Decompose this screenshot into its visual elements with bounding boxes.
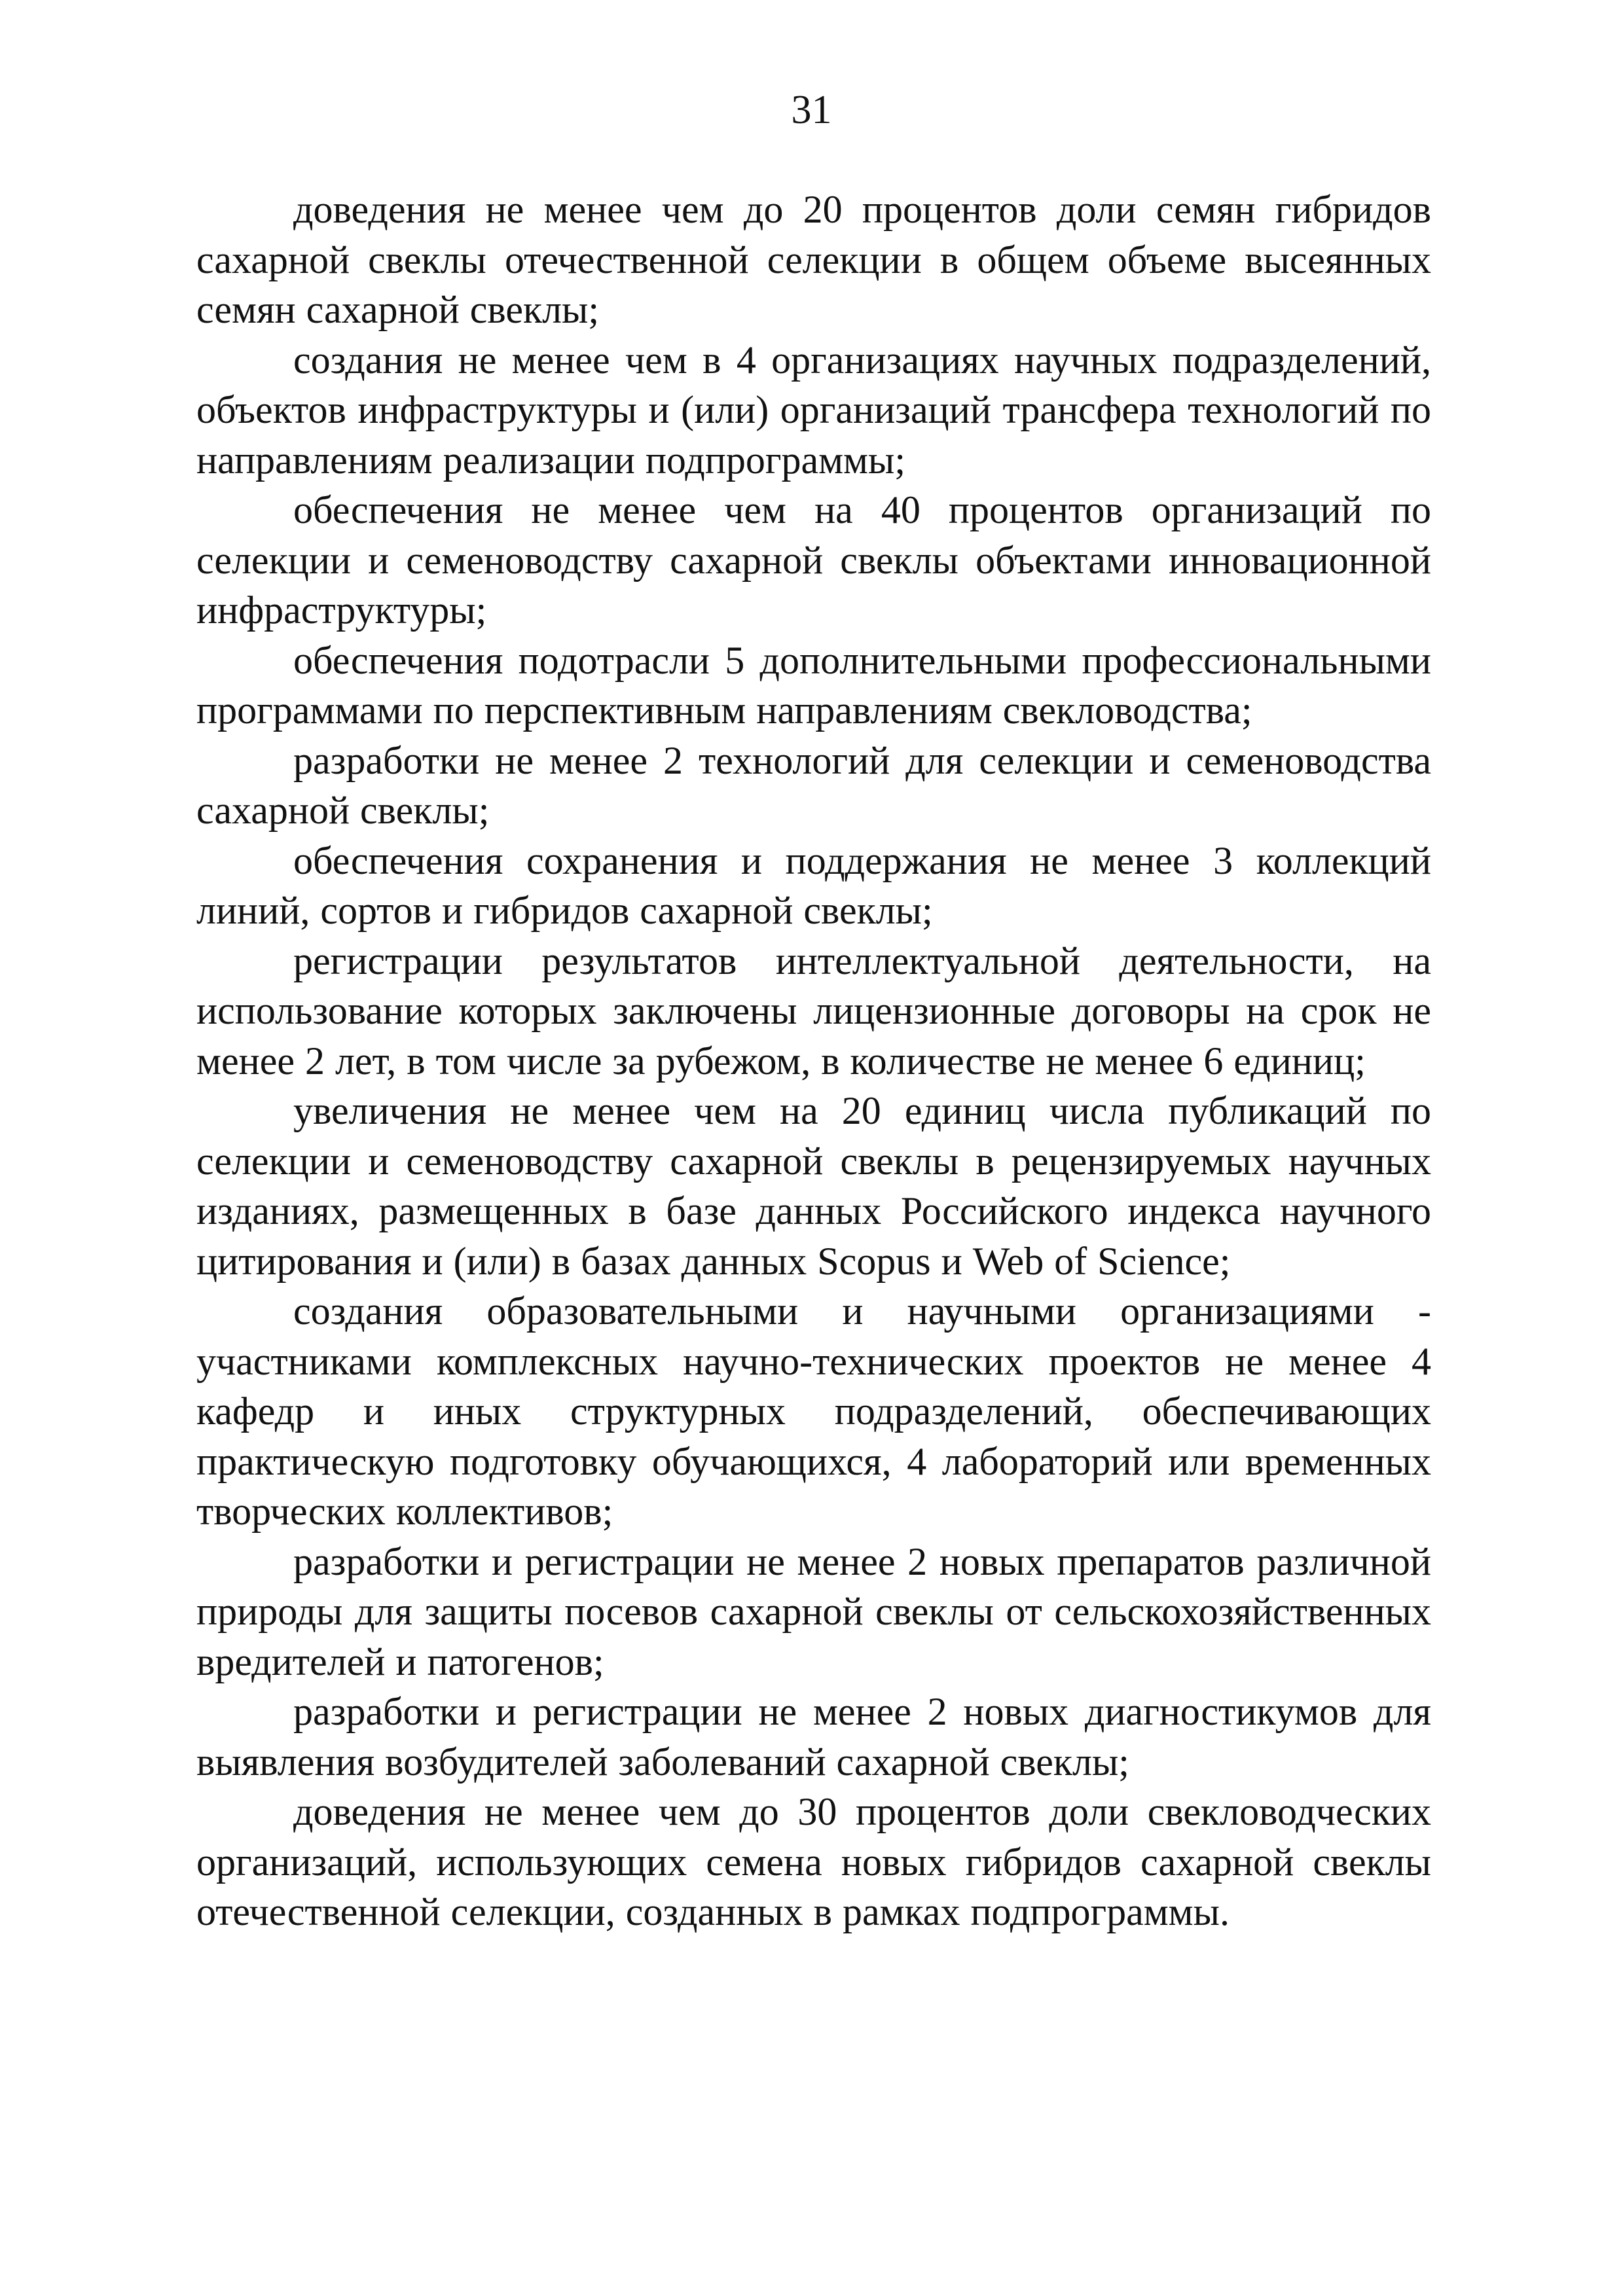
list-item: разработки и регистрации не менее 2 новых диагностикумов для выявления возбудителей заболеваний сахарной свеклы; (196, 1690, 1431, 1784)
list-item: создания образовательными и научными организациями - участниками комплексных научно-технических проектов не менее 4 кафедр и иных структурных подразделений, обеспечивающих практическую подготовку обучающихся, 4 лабораторий или временных творческих коллективов; (196, 1289, 1431, 1533)
list-item: обеспечения сохранения и поддержания не менее 3 коллекций линий, сортов и гибридов сахарной свеклы; (196, 838, 1431, 932)
list-item: обеспечения не менее чем на 40 процентов организаций по селекции и семеноводству сахарной свеклы объектами инновационной инфраструктуры; (196, 488, 1431, 632)
list-item: создания не менее чем в 4 организациях научных подразделений, объектов инфраструктуры и (или) организаций трансфера технологий по направлениям реализации подпрограммы; (196, 338, 1431, 482)
list-item: разработки не менее 2 технологий для селекции и семеноводства сахарной свеклы; (196, 738, 1431, 832)
list-item: доведения не менее чем до 30 процентов доли свекловодческих организаций, использующих семена новых гибридов сахарной свеклы отечественной селекции, созданных в рамках подпрограммы. (196, 1790, 1431, 1933)
list-item: обеспечения подотрасли 5 дополнительными профессиональными программами по перспективным направлениям свекловодства; (196, 638, 1431, 732)
list-item: увеличения не менее чем на 20 единиц числа публикаций по селекции и семеноводству сахарной свеклы в рецензируемых научных изданиях, размещенных в базе данных Российского индекса научного цитирования и (или) в базах данных Scopus и Web of Science; (196, 1089, 1431, 1283)
list-item: доведения не менее чем до 20 процентов доли семян гибридов сахарной свеклы отечественной селекции в общем объеме высеянных семян сахарной свеклы; (196, 188, 1431, 331)
list-item: разработки и регистрации не менее 2 новых препаратов различной природы для защиты посевов сахарной свеклы от сельскохозяйственных вредителей и патогенов; (196, 1539, 1431, 1683)
list-item: регистрации результатов интеллектуальной деятельности, на использование которых заключены лицензионные договоры на срок не менее 2 лет, в том числе за рубежом, в количестве не менее 6 единиц; (196, 939, 1431, 1083)
document-body (196, 185, 1431, 1937)
page-number: 31 (791, 88, 832, 132)
